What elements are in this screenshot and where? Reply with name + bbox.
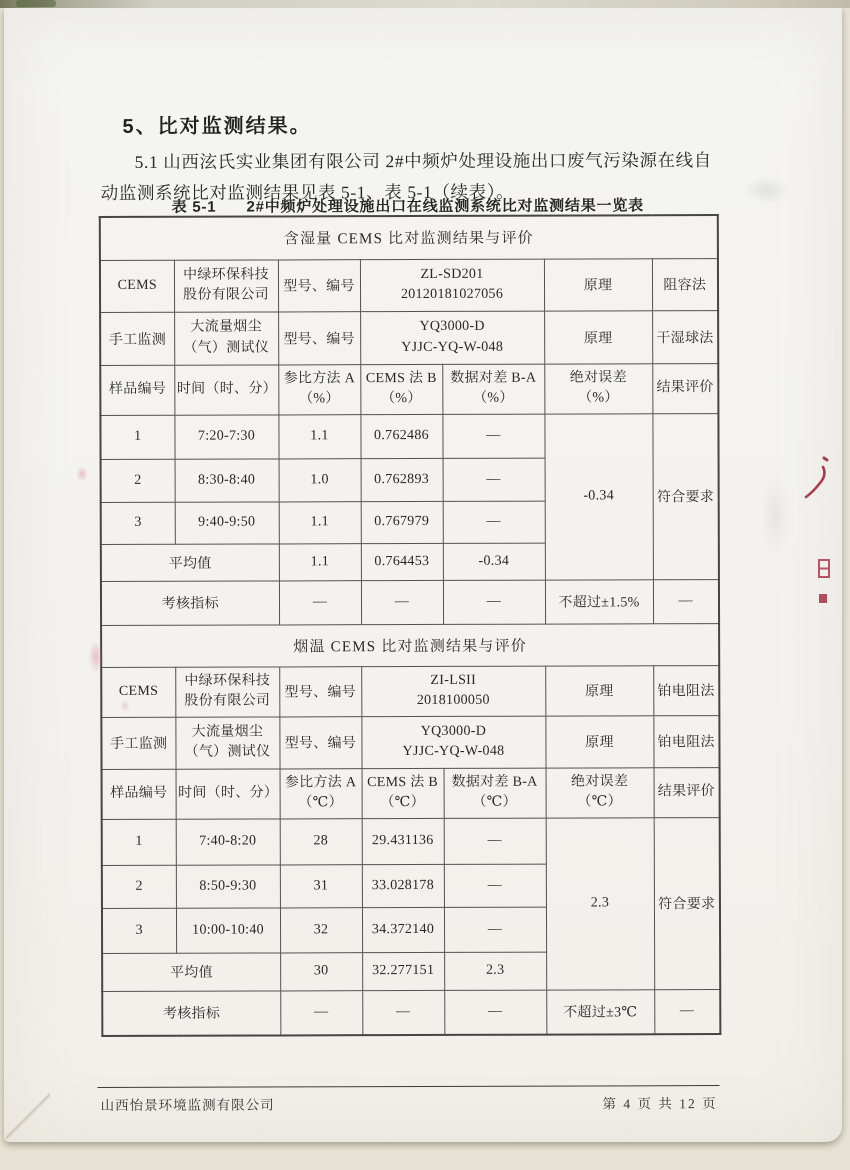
table-cell: 考核指标: [101, 580, 279, 625]
table-cell: 29.431136: [362, 818, 444, 864]
red-ink-mark: [819, 594, 827, 603]
table-cell: 2: [101, 459, 175, 502]
table-cell: 1.0: [279, 458, 361, 501]
table-cell: 1.1: [279, 543, 361, 580]
table-cell: —: [653, 579, 719, 623]
table-cell: 30: [280, 952, 362, 990]
table-cell: 3: [101, 502, 175, 544]
table-cell: —: [362, 990, 444, 1035]
table-cell: 中绿环保科技 股份有限公司: [174, 259, 278, 311]
table-cell: 2.3: [444, 952, 546, 990]
table-cell: 型号、编号: [278, 259, 360, 311]
scan-stain: [88, 640, 104, 674]
table-cell: 28: [280, 818, 362, 864]
column-header: 参比方法 A （℃）: [280, 768, 362, 818]
table-cell: 0.764453: [361, 543, 443, 580]
table-cell: 32: [280, 907, 362, 952]
assessment-row: [101, 579, 719, 625]
table-caption-label: 表 5-1: [171, 198, 217, 216]
table-cell: 0.762486: [360, 414, 442, 458]
assessment-row: [102, 989, 720, 1036]
column-header: 时间（时、分）: [176, 768, 280, 818]
table-cell: 中绿环保科技 股份有限公司: [175, 666, 279, 716]
table-cell: 型号、编号: [279, 666, 361, 716]
absolute-error-cell: 2.3: [546, 817, 655, 989]
table-cell: 34.372140: [362, 907, 444, 952]
column-header: 时间（时、分）: [174, 364, 278, 414]
table-cell: 32.277151: [362, 952, 444, 990]
table-cell: ZI-LSII 2018100050: [361, 666, 545, 717]
table-cell: -0.34: [443, 543, 545, 580]
cems-info-row: [101, 665, 719, 717]
table-cell: 8:30-8:40: [175, 458, 279, 501]
data-row: [100, 413, 718, 459]
table-row: [100, 215, 718, 260]
table-cell: ZL-SD201 20120181027056: [360, 259, 544, 312]
table-cell: 1: [102, 819, 176, 865]
table-cell: 9:40-9:50: [175, 501, 279, 543]
section-title-temperature: 烟温 CEMS 比对监测结果与评价: [101, 623, 719, 667]
scan-stain: [76, 466, 88, 482]
table-cell: 大流量烟尘 （气）测试仪: [175, 716, 279, 768]
table-cell: 2: [102, 865, 176, 908]
table-cell: —: [443, 458, 545, 501]
table-cell: 平均值: [101, 543, 279, 581]
intro-line-1: 5.1 山西泫氏实业集团有限公司 2#中频炉处理设施出口废气污染源在线自: [134, 150, 712, 172]
section-title-humidity: 含湿量 CEMS 比对监测结果与评价: [100, 215, 718, 260]
red-ink-mark: [804, 455, 830, 501]
table-cell: 平均值: [102, 952, 280, 991]
column-header: 参比方法 A （%）: [278, 364, 360, 414]
table-cell: 原理: [544, 258, 652, 310]
red-ink-mark: [818, 559, 830, 578]
table-cell: —: [444, 818, 546, 864]
column-header: 样品编号: [102, 769, 176, 819]
column-header: 结果评价: [652, 363, 718, 413]
table-cell: 大流量烟尘 （气）测试仪: [174, 311, 278, 364]
table-row: [101, 623, 719, 667]
section-heading: 5、比对监测结果。: [122, 115, 312, 138]
scan-stain: [744, 176, 790, 204]
table-cell: 10:00-10:40: [176, 907, 280, 952]
result-evaluation-cell: 符合要求: [652, 413, 719, 579]
column-header: 样品编号: [100, 365, 174, 415]
scan-stain: [120, 700, 130, 712]
table-cell: —: [444, 864, 546, 907]
header-row: [102, 767, 720, 819]
table-cell: 7:40-8:20: [176, 818, 280, 864]
table-cell: 干湿球法: [652, 310, 718, 363]
result-evaluation-cell: 符合要求: [654, 817, 721, 989]
manual-info-row: [100, 310, 718, 365]
table-cell: —: [443, 501, 545, 543]
table-cell: 原理: [545, 715, 653, 767]
column-header: 结果评价: [654, 767, 720, 817]
table-cell: 1.1: [279, 501, 361, 543]
table-cell: 7:20-7:30: [174, 414, 278, 458]
table-cell: CEMS: [100, 260, 174, 312]
intro-line-2: 动监测系统比对监测结果见表 5-1、表 5-1（续表）。: [100, 181, 515, 204]
table-cell: 3: [102, 908, 176, 953]
table-cell: 0.767979: [361, 501, 443, 543]
table-cell: 型号、编号: [278, 311, 360, 364]
table-cell: YQ3000-D YJJC-YQ-W-048: [360, 311, 544, 365]
column-header: 绝对误差 （℃）: [546, 767, 654, 817]
footer-company: 山西怡景环境监测有限公司: [100, 1097, 275, 1114]
table-cell: 不超过±3℃: [546, 989, 654, 1034]
table-cell: 手工监测: [100, 312, 174, 365]
table-cell: 1: [100, 415, 174, 459]
table-cell: —: [279, 580, 361, 624]
absolute-error-cell: -0.34: [544, 413, 653, 579]
table-cell: —: [444, 990, 546, 1035]
header-row: [100, 363, 718, 415]
table-cell: 阻容法: [652, 258, 718, 310]
table-cell: —: [442, 414, 544, 458]
table-cell: 原理: [544, 310, 652, 363]
table-cell: 铂电阻法: [653, 665, 719, 715]
table-cell: 手工监测: [101, 717, 175, 769]
comparison-results-table: [99, 214, 722, 1037]
footer-pagination: 第 4 页 共 12 页: [602, 1096, 718, 1112]
table-cell: 31: [280, 864, 362, 907]
table-cell: —: [654, 989, 720, 1034]
table-cell: 考核指标: [102, 990, 280, 1036]
table-cell: YQ3000-D YJJC-YQ-W-048: [361, 716, 545, 769]
data-row: [102, 817, 720, 865]
table-cell: 原理: [545, 665, 653, 715]
table-cell: CEMS: [101, 667, 175, 717]
table-cell: 不超过±1.5%: [545, 579, 653, 623]
table-cell: —: [280, 990, 362, 1035]
table-cell: —: [443, 580, 545, 624]
cems-info-row: [100, 258, 718, 312]
table-cell: 0.762893: [361, 458, 443, 501]
table-cell: —: [361, 580, 443, 624]
column-header: 绝对误差 （%）: [544, 363, 652, 413]
table-cell: 铂电阻法: [653, 715, 719, 767]
column-header: CEMS 法 B （%）: [360, 364, 442, 414]
column-header: CEMS 法 B （℃）: [362, 768, 444, 818]
column-header: 数据对差 B-A （%）: [442, 364, 544, 414]
column-header: 数据对差 B-A （℃）: [444, 768, 546, 818]
table-cell: —: [444, 907, 546, 952]
scan-stain: [760, 470, 790, 560]
footer-rule: [98, 1085, 720, 1088]
table-cell: 型号、编号: [279, 716, 361, 768]
table-cell: 33.028178: [362, 864, 444, 907]
scan-crease: [6, 1092, 50, 1142]
table-cell: 1.1: [278, 414, 360, 458]
manual-info-row: [101, 715, 719, 769]
table-caption-title: 2#中频炉处理设施出口在线监测系统比对监测结果一览表: [246, 197, 644, 216]
table-cell: 8:50-9:30: [176, 864, 280, 907]
